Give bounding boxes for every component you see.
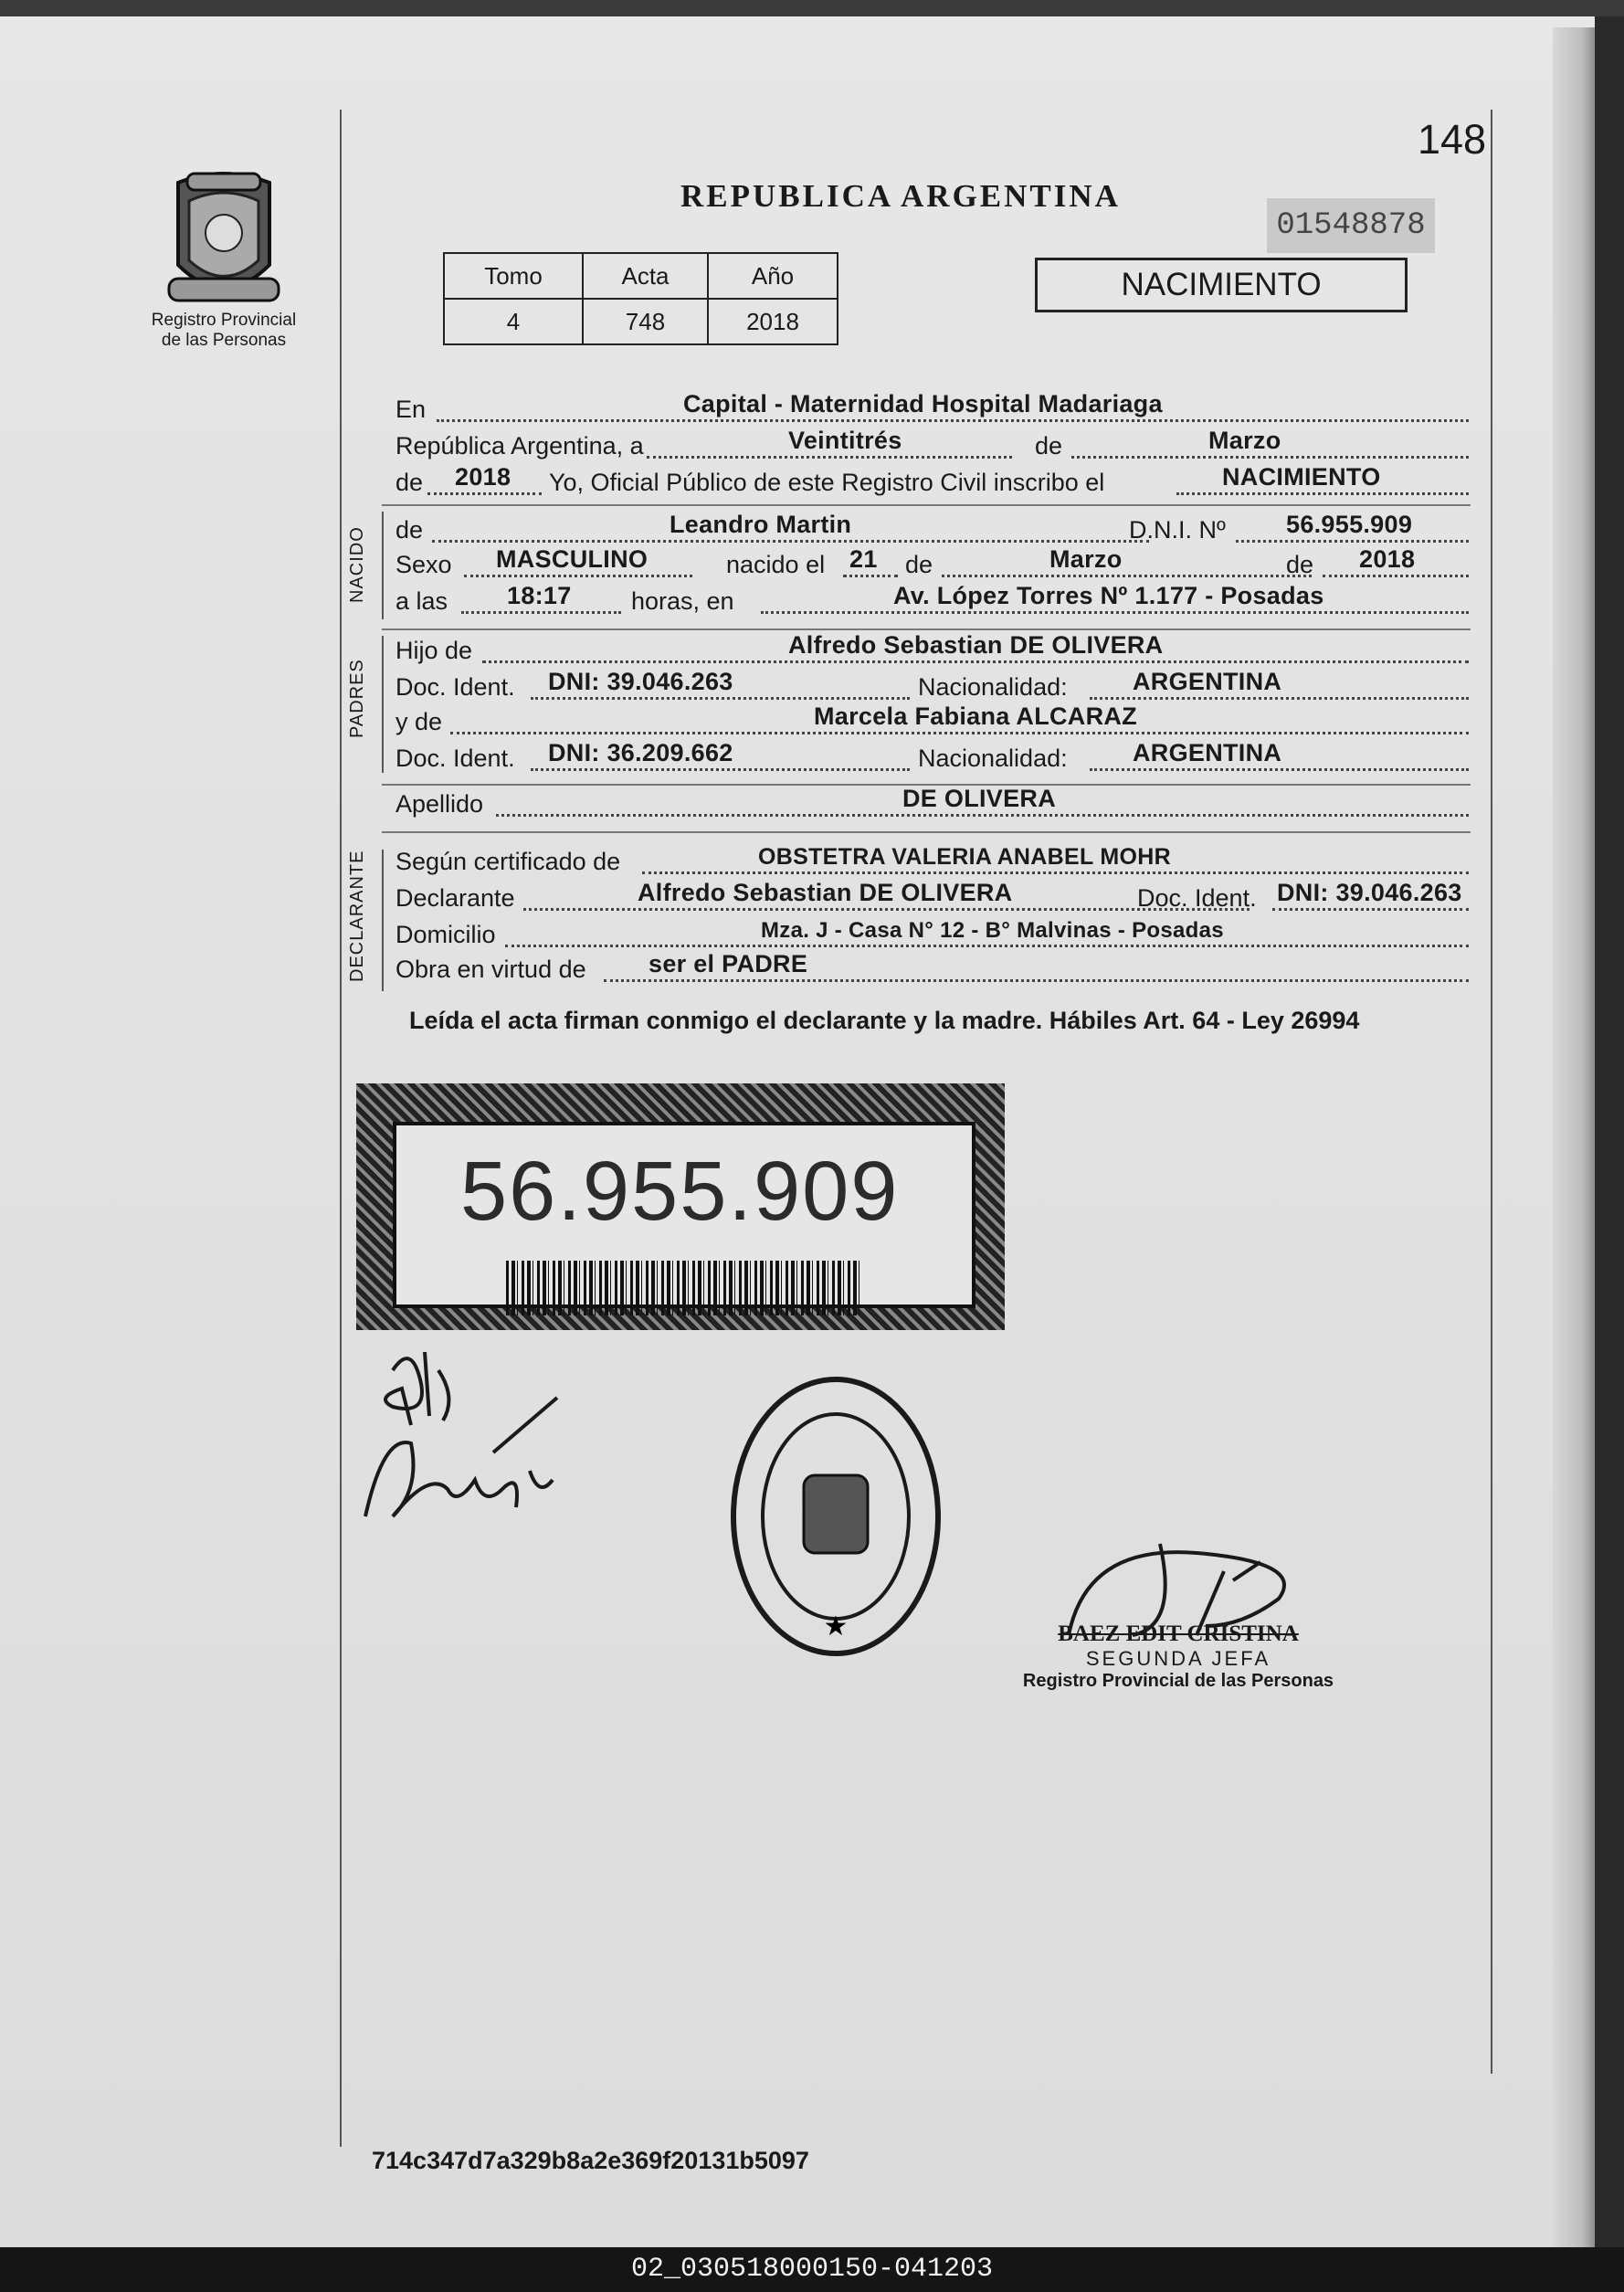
- row-certificate: [395, 845, 1469, 882]
- official-office: Registro Provincial de las Personas: [1022, 1671, 1334, 1691]
- right-margin-line: [1491, 110, 1492, 2074]
- value-day-words: Veintitrés: [788, 427, 902, 454]
- value-birth-month: Marzo: [1049, 545, 1123, 573]
- row-date: [395, 429, 1469, 466]
- page-right-edge: [1553, 27, 1595, 2247]
- value-father: Alfredo Sebastian DE OLIVERA: [788, 631, 1164, 659]
- divider-4: [382, 831, 1471, 833]
- official-block: [1005, 1621, 1352, 1692]
- label-dni: D.N.I. Nº: [1129, 516, 1226, 544]
- value-declarant-name: Alfredo Sebastian DE OLIVERA: [638, 879, 1013, 906]
- declarante-bracket: [382, 850, 384, 991]
- label-padres: PADRES: [347, 659, 367, 738]
- label-nacido-el: nacido el: [726, 551, 826, 578]
- label-y-de: y de: [395, 708, 443, 735]
- label-mother-nat: Nacionalidad:: [918, 745, 1068, 772]
- value-birth-year: 2018: [1359, 545, 1416, 573]
- label-sexo: Sexo: [395, 551, 452, 578]
- serial-number: 01548878: [1267, 198, 1435, 253]
- row-time-place: [395, 582, 1469, 621]
- id-number-stamp: [356, 1083, 1005, 1330]
- value-father-doc: DNI: 39.046.263: [548, 668, 733, 695]
- value-newborn-dni: 56.955.909: [1286, 511, 1413, 538]
- value-birth-day: 21: [849, 545, 878, 573]
- label-de-month: de: [1035, 432, 1063, 459]
- label-alas: a las: [395, 587, 448, 615]
- value-apellido: DE OLIVERA: [902, 785, 1057, 812]
- footer-code: 02_030518000150-041203: [0, 2247, 1624, 2292]
- label-de-name: de: [395, 516, 424, 544]
- barcode: [506, 1261, 862, 1315]
- label-horas-en: horas, en: [631, 587, 734, 615]
- svg-text:★: ★: [823, 1611, 849, 1642]
- stamp-number: 56.955.909: [460, 1145, 900, 1238]
- record-table: [443, 252, 838, 345]
- label-en: En: [395, 396, 427, 423]
- padres-bracket: [382, 636, 384, 773]
- value-sexo: MASCULINO: [496, 545, 649, 573]
- value-place: Capital - Maternidad Hospital Madariaga: [683, 390, 1163, 417]
- row-father: [395, 631, 1469, 671]
- value-decl-doc: DNI: 39.046.263: [1277, 879, 1462, 906]
- label-father-nat: Nacionalidad:: [918, 673, 1068, 701]
- row-apellido: [395, 787, 1469, 824]
- official-round-seal: [726, 1370, 954, 1672]
- label-domicilio: Domicilio: [395, 921, 496, 948]
- label-declarante-name: Declarante: [395, 884, 515, 912]
- province-seal-logo: [160, 164, 288, 324]
- label-de-year: de: [395, 469, 424, 496]
- header-acta: Acta: [583, 253, 708, 299]
- value-acta: 748: [583, 299, 708, 344]
- value-tomo: 4: [444, 299, 583, 344]
- value-cert: OBSTETRA VALERIA ANABEL MOHR: [758, 844, 1171, 870]
- document-hash: 714c347d7a329b8a2e369f20131b5097: [372, 2147, 809, 2174]
- label-mother-doc: Doc. Ident.: [395, 745, 515, 772]
- row-mother: [395, 702, 1469, 742]
- record-type-box: NACIMIENTO: [1035, 258, 1408, 312]
- row-mother-doc: [395, 739, 1469, 778]
- document-title: REPUBLICA ARGENTINA: [680, 178, 1121, 214]
- value-year: 2018: [455, 463, 511, 491]
- value-event: NACIMIENTO: [1222, 463, 1381, 491]
- logo-caption-line1: Registro Provincial: [151, 311, 297, 330]
- scan-top-edge: [0, 0, 1624, 16]
- header-anio: Año: [708, 253, 838, 299]
- row-year-officer: [395, 463, 1469, 502]
- row-newborn-name: [395, 513, 1469, 550]
- row-reason: [395, 950, 1469, 989]
- label-apellido: Apellido: [395, 790, 484, 818]
- value-mother: Marcela Fabiana ALCARAZ: [814, 702, 1137, 730]
- label-decl-doc: Doc. Ident.: [1137, 884, 1257, 912]
- value-anio: 2018: [708, 299, 838, 344]
- row-place: [395, 390, 1469, 429]
- logo-caption: [132, 311, 315, 351]
- header-tomo: Tomo: [444, 253, 583, 299]
- row-declarant: [395, 879, 1469, 918]
- logo-caption-line2: de las Personas: [161, 331, 287, 350]
- value-birth-place: Av. López Torres Nº 1.177 - Posadas: [893, 582, 1324, 609]
- page-number: 148: [1418, 116, 1487, 163]
- divider-2: [382, 628, 1471, 630]
- official-role: SEGUNDA JEFA: [1085, 1647, 1271, 1670]
- value-mother-nat: ARGENTINA: [1133, 739, 1282, 766]
- declarant-signature: [356, 1334, 585, 1535]
- row-address: [395, 918, 1469, 955]
- label-cert: Según certificado de: [395, 848, 621, 875]
- label-republica: República Argentina, a: [395, 432, 644, 459]
- value-month: Marzo: [1208, 427, 1281, 454]
- label-de-byear: de: [1286, 551, 1314, 578]
- value-reason: ser el PADRE: [649, 950, 808, 977]
- value-father-nat: ARGENTINA: [1133, 668, 1282, 695]
- closing-note: Leída el acta firman conmigo el declarante y la madre. Hábiles Art. 64 - Ley 26994: [409, 1007, 1360, 1034]
- row-sex-birth: [395, 545, 1469, 585]
- nacido-bracket: [382, 512, 384, 619]
- label-declarante: DECLARANTE: [347, 850, 367, 982]
- label-de-bmonth: de: [905, 551, 933, 578]
- label-obra: Obra en virtud de: [395, 956, 586, 983]
- value-time: 18:17: [507, 582, 572, 609]
- official-name: BAEZ EDIT CRISTINA: [1058, 1621, 1299, 1646]
- province-seal-icon: [160, 164, 288, 320]
- label-officer: Yo, Oficial Público de este Registro Civil inscribo el: [549, 469, 1105, 496]
- label-father-doc: Doc. Ident.: [395, 673, 515, 701]
- value-newborn-name: Leandro Martin: [670, 511, 852, 538]
- label-nacido: NACIDO: [347, 526, 367, 603]
- value-mother-doc: DNI: 36.209.662: [548, 739, 733, 766]
- left-margin-line: [340, 110, 342, 2147]
- row-father-doc: [395, 668, 1469, 707]
- label-hijo-de: Hijo de: [395, 637, 473, 664]
- divider-1: [382, 504, 1471, 506]
- value-address: Mza. J - Casa N° 12 - B° Malvinas - Posadas: [761, 918, 1224, 943]
